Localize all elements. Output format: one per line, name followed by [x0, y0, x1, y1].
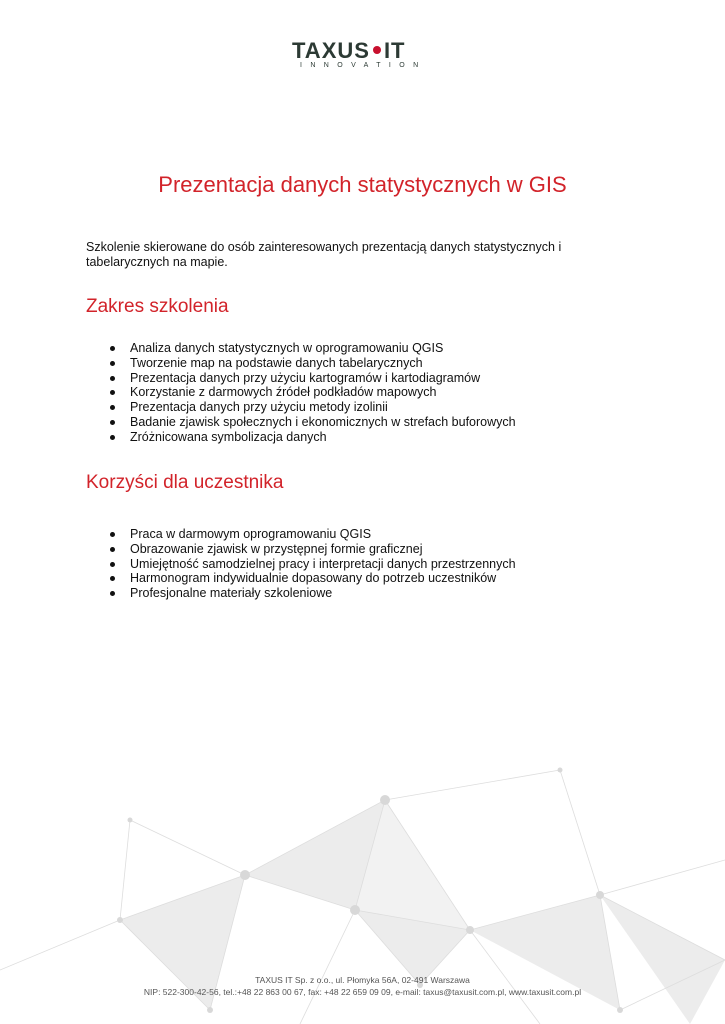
- section-heading-benefits: Korzyści dla uczestnika: [86, 472, 284, 493]
- list-item: Harmonogram indywidualnie dopasowany do potrzeb uczestników: [108, 571, 516, 586]
- list-item: Tworzenie map na podstawie danych tabelarycznych: [108, 356, 516, 371]
- logo-name-right: IT: [383, 38, 406, 63]
- list-item: Prezentacja danych przy użyciu metody izolinii: [108, 400, 516, 415]
- logo-name-left: TAXUS: [292, 38, 370, 63]
- benefits-list: [108, 527, 516, 601]
- section-heading-scope: Zakres szkolenia: [86, 296, 229, 317]
- list-item: Obrazowanie zjawisk w przystępnej formie graficznej: [108, 542, 516, 557]
- scope-list: [108, 341, 516, 445]
- page-title: Prezentacja danych statystycznych w GIS: [158, 172, 567, 197]
- list-item: Prezentacja danych przy użyciu kartogramów i kartodiagramów: [108, 371, 516, 386]
- logo-wordmark: [292, 40, 406, 62]
- footer-address: TAXUS IT Sp. z o.o., ul. Płomyka 56A, 02-491 Warszawa: [255, 975, 470, 985]
- intro-paragraph: Szkolenie skierowane do osób zainteresowanych prezentacją danych statystycznych i tabelarycznych na mapie.: [86, 240, 562, 269]
- list-item: Umiejętność samodzielnej pracy i interpretacji danych przestrzennych: [108, 557, 516, 572]
- logo-dot-icon: [373, 46, 381, 54]
- footer: [0, 974, 725, 998]
- footer-contact: NIP: 522-300-42-56, tel.:+48 22 863 00 67, fax: +48 22 659 09 09, e-mail: taxus@taxusit.com.pl, www.taxusit.com.pl: [143, 987, 582, 997]
- list-item: Korzystanie z darmowych źródeł podkładów mapowych: [108, 385, 516, 400]
- list-item: Badanie zjawisk społecznych i ekonomicznych w strefach buforowych: [108, 415, 516, 430]
- list-item: Zróżnicowana symbolizacja danych: [108, 430, 516, 445]
- logo-tagline: INNOVATION: [300, 62, 427, 69]
- list-item: Profesjonalne materiały szkoleniowe: [108, 586, 516, 601]
- list-item: Praca w darmowym oprogramowaniu QGIS: [108, 527, 516, 542]
- company-logo: [292, 40, 442, 74]
- list-item: Analiza danych statystycznych w oprogramowaniu QGIS: [108, 341, 516, 356]
